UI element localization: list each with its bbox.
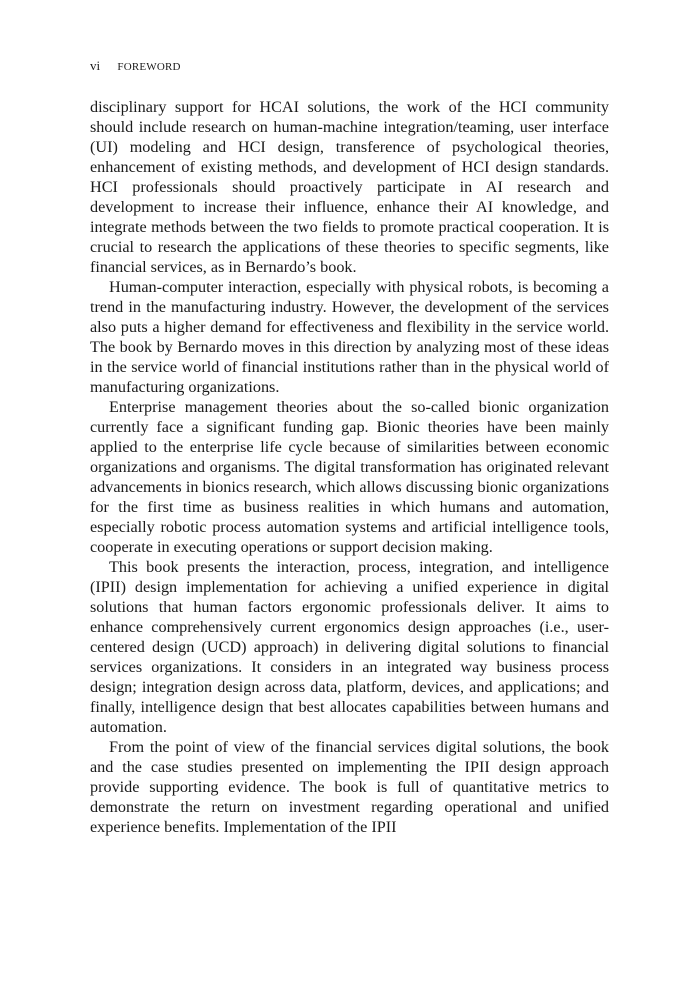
paragraph-financial-services: From the point of view of the financial services digital solutions, the book and the case studies presented on implementing the IPII design approach provide supporting evidence. The book is full of quantitative metrics to demonstrate the return on investment regarding operational and unified experience benefits. Implementation of the IPII	[90, 738, 609, 836]
paragraph-human-computer-interaction: Human-computer interaction, especially with physical robots, is becoming a trend in the manufacturing industry. However, the development of the services also puts a higher demand for effectiveness and flexibility in the service world. The book by Bernardo moves in this direction by analyzing most of these ideas in the service world of financial institutions rather than in the physical world of manufacturing organizations.	[90, 278, 609, 396]
paragraph-ipii-design: This book presents the interaction, process, integration, and intelligence (IPII) design implementation for achieving a unified experience in digital solutions that human factors ergonomic professionals deliver. It aims to enhance comprehensively current ergonomics design approaches (i.e., user-centered design (UCD) approach) in delivering digital solutions to financial services organizations. It considers in an integrated way business process design; integration design across data, platform, devices, and applications; and finally, intelligence design that best allocates capabilities between humans and automation.	[90, 558, 609, 736]
page-number: vi	[90, 58, 101, 73]
running-head	[90, 58, 181, 75]
paragraph-bionic-organization: Enterprise management theories about the so-called bionic organization currently face a significant funding gap. Bionic theories have been mainly applied to the enterprise life cycle because of similarities between economic organizations and organisms. The digital transformation has originated relevant advancements in bionics research, which allows discussing bionic organizations for the first time as business realities in which humans and automation, especially robotic process automation systems and artificial intelligence tools, cooperate in executing operations or support decision making.	[90, 398, 609, 556]
paragraph-continued: disciplinary support for HCAI solutions, the work of the HCI community should include research on human-machine integration/teaming, user interface (UI) modeling and HCI design, transference of psychological theories, enhancement of existing methods, and development of HCI design standards. HCI professionals should proactively participate in AI research and development to increase their influence, enhance their AI knowledge, and integrate methods between the two fields to promote practical cooperation. It is crucial to research the applications of these theories to specific segments, like financial services, as in Bernardo’s book.	[90, 98, 609, 276]
body-text	[90, 97, 609, 837]
section-title: FOREWORD	[117, 61, 181, 73]
